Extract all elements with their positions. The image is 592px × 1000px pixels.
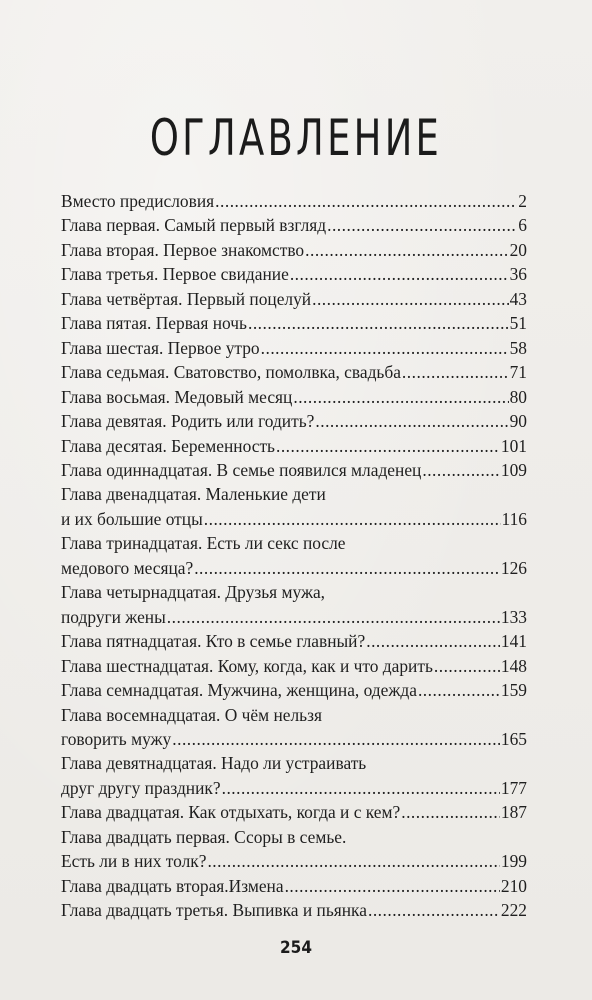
toc-entry-first-line: Глава двадцать первая. Ссоры в семье. [61,826,347,847]
toc-entry-title: Глава вторая. Первое знакомство [61,239,305,260]
toc-entry-page: 210 [500,875,527,896]
toc-entry [61,776,527,800]
toc-entry-page: 133 [500,606,527,627]
toc-entry-title: Есть ли в них толк? [61,851,207,872]
dot-leader [434,654,500,678]
toc-entry-page: 165 [500,728,527,749]
dot-leader [315,409,508,433]
dot-leader [366,629,500,653]
dot-leader [293,385,508,409]
toc-entry-title: Глава пятая. Первая ночь [61,313,247,334]
dot-leader [194,556,500,580]
dot-leader [285,874,500,898]
toc-entry [61,189,527,213]
toc-entry-title: Глава одиннадцатая. В семье появился младенец [61,459,422,480]
dot-leader [215,189,517,213]
toc-entry [61,678,527,702]
toc-entry [61,898,527,922]
toc-entry-page: 187 [500,802,527,823]
toc-entry [61,629,527,653]
toc-entry-page: 90 [509,411,527,432]
toc-entry-page: 36 [509,264,527,285]
toc-entry-title: подруги жены [61,606,166,627]
dot-leader [327,213,517,237]
toc-entry-page: 20 [509,239,527,260]
toc-entry-title: Глава четвёртая. Первый поцелуй [61,288,312,309]
dot-leader [305,238,508,262]
toc-entry [61,385,527,409]
dot-leader [312,287,509,311]
toc-entry-title: Глава двадцать третья. Выпивка и пьянка [61,900,367,921]
toc-entry [61,213,527,237]
toc-entry [61,874,527,898]
toc-entry-title: Глава пятнадцатая. Кто в семье главный? [61,631,366,652]
toc-entry-title: Глава двадцать вторая.Измена [61,875,284,896]
toc-entry-page: 80 [509,386,527,407]
dot-leader [222,776,500,800]
dot-leader [422,458,500,482]
toc-entry-first-line: Глава тринадцатая. Есть ли секс после [61,533,346,554]
toc-entry-title: Вместо предисловия [61,191,215,211]
table-of-contents [61,189,527,923]
toc-entry-page: 109 [500,459,527,480]
dot-leader [368,898,500,922]
dot-leader [261,336,509,360]
toc-entry [61,556,527,580]
toc-entry [61,409,527,433]
toc-entry-page: 71 [509,362,527,383]
toc-entry [61,287,527,311]
toc-entry-title: медового месяца? [61,557,194,578]
toc-entry-title: друг другу праздник? [61,777,221,798]
page-title: ОГЛАВЛЕНИЕ [149,109,443,167]
toc-entry-page: 148 [500,655,527,676]
toc-entry-page: 2 [518,191,527,211]
toc-entry [61,605,527,629]
toc-entry-page: 126 [500,557,527,578]
toc-entry-first-line: Глава четырнадцатая. Друзья мужа, [61,582,326,603]
toc-entry-page: 58 [509,337,527,358]
dot-leader [290,262,509,286]
toc-entry-page: 51 [509,313,527,334]
dot-leader [167,605,500,629]
dot-leader [402,360,509,384]
dot-leader [418,678,500,702]
toc-entry-title: Глава семнадцатая. Мужчина, женщина, одежда [61,680,417,701]
toc-entry-title: Глава первая. Самый первый взгляд [61,215,327,236]
toc-entry [61,458,527,482]
toc-entry [61,800,527,824]
toc-entry [61,507,527,531]
toc-entry [61,336,527,360]
toc-entry-first-line: Глава восемнадцатая. О чём нельзя [61,704,322,725]
toc-entry-title: Глава восьмая. Медовый месяц [61,386,293,407]
toc-entry [61,654,527,678]
toc-entry-title: Глава шестая. Первое утро [61,337,260,358]
toc-entry [61,849,527,873]
dot-leader [172,727,500,751]
toc-entry-title: Глава шестнадцатая. Кому, когда, как и что дарить [61,655,433,676]
toc-entry [61,262,527,286]
toc-entry-title: говорить мужу [61,728,172,749]
page-number: 254 [280,938,312,958]
toc-entry-title: Глава седьмая. Сватовство, помолвка, свадьба [61,362,401,383]
toc-entry-page: 43 [509,288,527,309]
toc-entry-page: 101 [500,435,527,456]
toc-entry-page: 159 [500,680,527,701]
dot-leader [204,507,501,531]
toc-entry [61,311,527,335]
toc-entry [61,727,527,751]
dot-leader [401,800,500,824]
toc-entry-title: Глава десятая. Беременность [61,435,275,456]
toc-entry-page: 6 [518,215,527,236]
toc-entry-page: 177 [500,777,527,798]
toc-entry-page: 116 [501,508,527,529]
toc-entry [61,434,527,458]
toc-entry-title: Глава двадцатая. Как отдыхать, когда и с кем? [61,802,401,823]
toc-entry-first-line: Глава двенадцатая. Маленькие дети [61,484,326,505]
toc-entry-page: 141 [500,631,527,652]
dot-leader [207,849,499,873]
toc-entry-page: 222 [500,900,527,921]
toc-entry-page: 199 [500,851,527,872]
dot-leader [276,434,500,458]
toc-entry-first-line: Глава девятнадцатая. Надо ли устраивать [61,753,367,774]
toc-entry-title: Глава третья. Первое свидание [61,264,289,285]
toc-entry-title: Глава девятая. Родить или годить? [61,411,315,432]
toc-entry [61,238,527,262]
dot-leader [248,311,509,335]
toc-entry [61,360,527,384]
toc-entry-title: и их большие отцы [61,508,203,529]
